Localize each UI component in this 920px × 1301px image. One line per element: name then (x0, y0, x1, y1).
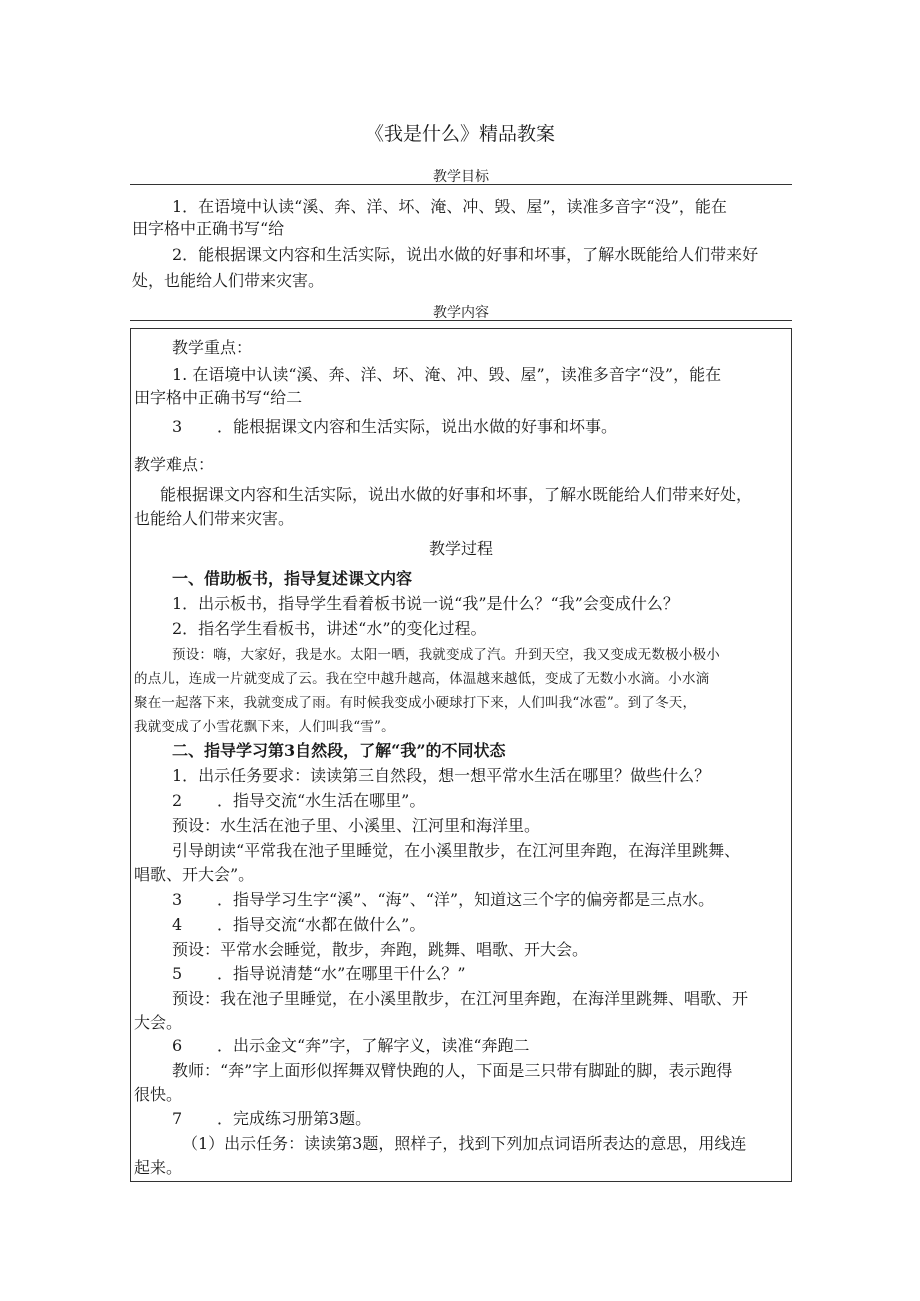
preset-line: 预设：水生活在池子里、小溪里、江河里和海洋里。 (172, 816, 541, 835)
difficulty-line: 也能给人们带来灾害。 (134, 509, 295, 528)
part1-preset-line: 聚在一起落下来，我就变成了雨。有时候我变成小硬球打下来，人们叫我“冰雹”。到了冬天， (134, 695, 697, 711)
part2-step-7 (172, 1108, 371, 1130)
sub-task-line: 起来。 (134, 1158, 183, 1177)
part2-step-2 (172, 790, 425, 812)
part1-heading: 一、借助板书，指导复述课文内容 (172, 569, 413, 588)
difficulty-label: 教学难点： (134, 455, 215, 474)
step-number: 2 (172, 791, 183, 810)
key-point-3-number: 3 (172, 417, 183, 436)
step-text: ．指导学习生字“溪”、“海”、“洋”，知道这三个字的偏旁都是三点水。 (217, 890, 715, 909)
step-text: ．完成练习册第3题。 (217, 1109, 372, 1128)
part2-step-4 (172, 914, 425, 936)
part1-preset-line: 预设：嗨，大家好，我是水。太阳一晒，我就变成了汽。升到天空，我又变成无数极小极小 (172, 647, 720, 663)
document-title: 《我是什么》精品教案 (364, 123, 555, 145)
teacher-line: 很快。 (134, 1085, 183, 1104)
part1-preset-line: 我就变成了小雪花飘下来，人们叫我“雪”。 (134, 719, 395, 735)
step-number: 6 (172, 1036, 183, 1055)
part1-preset-line: 的点儿，连成一片就变成了云。我在空中越升越高，体温越来越低，变成了无数小水滴。小水滴 (134, 671, 710, 687)
guide-line: 引导朗读“平常我在池子里睡觉，在小溪里散步，在江河里奔跑，在海洋里跳舞、 (172, 841, 741, 860)
step-text: ．指导交流“水都在做什么”。 (217, 915, 426, 934)
key-point-line: 田字格中正确书写“给二 (134, 388, 303, 407)
key-point-3-text: ．能根据课文内容和生活实际，说出水做的好事和坏事。 (217, 417, 618, 436)
key-point-line: 1. 在语境中认读“溪、奔、洋、坏、淹、冲、毁、屋”，读准多音字“没”，能在 (172, 365, 722, 384)
step-number: 7 (172, 1109, 183, 1128)
preset-line: 大会。 (134, 1013, 183, 1032)
preset-line: 预设：平常水会睡觉，散步，奔跑，跳舞、唱歌、开大会。 (172, 940, 589, 959)
objective-line: 田字格中正确书写“给 (132, 219, 285, 238)
key-points-label: 教学重点： (172, 338, 253, 357)
content-heading: 教学内容 (433, 305, 489, 321)
part2-step-3 (172, 889, 714, 911)
part2-heading: 二、指导学习第3自然段，了解“我”的不同状态 (172, 741, 506, 760)
sub-task-line: （1）出示任务：读读第3题，照样子，找到下列加点词语所表达的意思，用线连 (182, 1134, 747, 1153)
process-heading: 教学过程 (428, 539, 493, 558)
preset-line: 预设：我在池子里睡觉，在小溪里散步，在江河里奔跑，在海洋里跳舞、唱歌、开 (172, 989, 749, 1008)
step-text: ．指导交流“水生活在哪里”。 (217, 791, 426, 810)
part2-step-6 (172, 1035, 530, 1057)
part1-step: 1．出示板书，指导学生看着板书说一说“我”是什么？“我”会变成什么？ (172, 594, 679, 613)
difficulty-line: 能根据课文内容和生活实际，说出水做的好事和坏事，了解水既能给人们带来好处， (160, 485, 753, 504)
divider (130, 320, 792, 321)
objective-line: 1．在语境中认读“溪、奔、洋、坏、淹、冲、毁、屋”，读准多音字“没”，能在 (172, 197, 727, 216)
part2-step-1: 1．出示任务要求：读读第三自然段，想一想平常水生活在哪里？做些什么？ (172, 766, 711, 785)
step-text: ．出示金文“奔”字，了解字义，读准“奔跑二 (217, 1036, 530, 1055)
key-point-3 (172, 416, 617, 438)
objective-line: 处，也能给人们带来灾害。 (132, 271, 325, 290)
step-number: 4 (172, 915, 183, 934)
step-number: 3 (172, 890, 183, 909)
step-text: ．指导说清楚“水”在哪里干什么？” (217, 964, 466, 983)
objective-line: 2．能根据课文内容和生活实际，说出水做的好事和坏事，了解水既能给人们带来好 (172, 245, 759, 264)
guide-line: 唱歌、开大会”。 (134, 865, 255, 884)
objectives-heading: 教学目标 (433, 169, 489, 185)
divider (130, 184, 792, 185)
part2-step-5 (172, 963, 466, 985)
step-number: 5 (172, 964, 183, 983)
teacher-line: 教师：“奔”字上面形似挥舞双臂快跑的人，下面是三只带有脚趾的脚，表示跑得 (172, 1061, 733, 1080)
part1-step: 2．指名学生看板书，讲述“水”的变化过程。 (172, 619, 487, 638)
